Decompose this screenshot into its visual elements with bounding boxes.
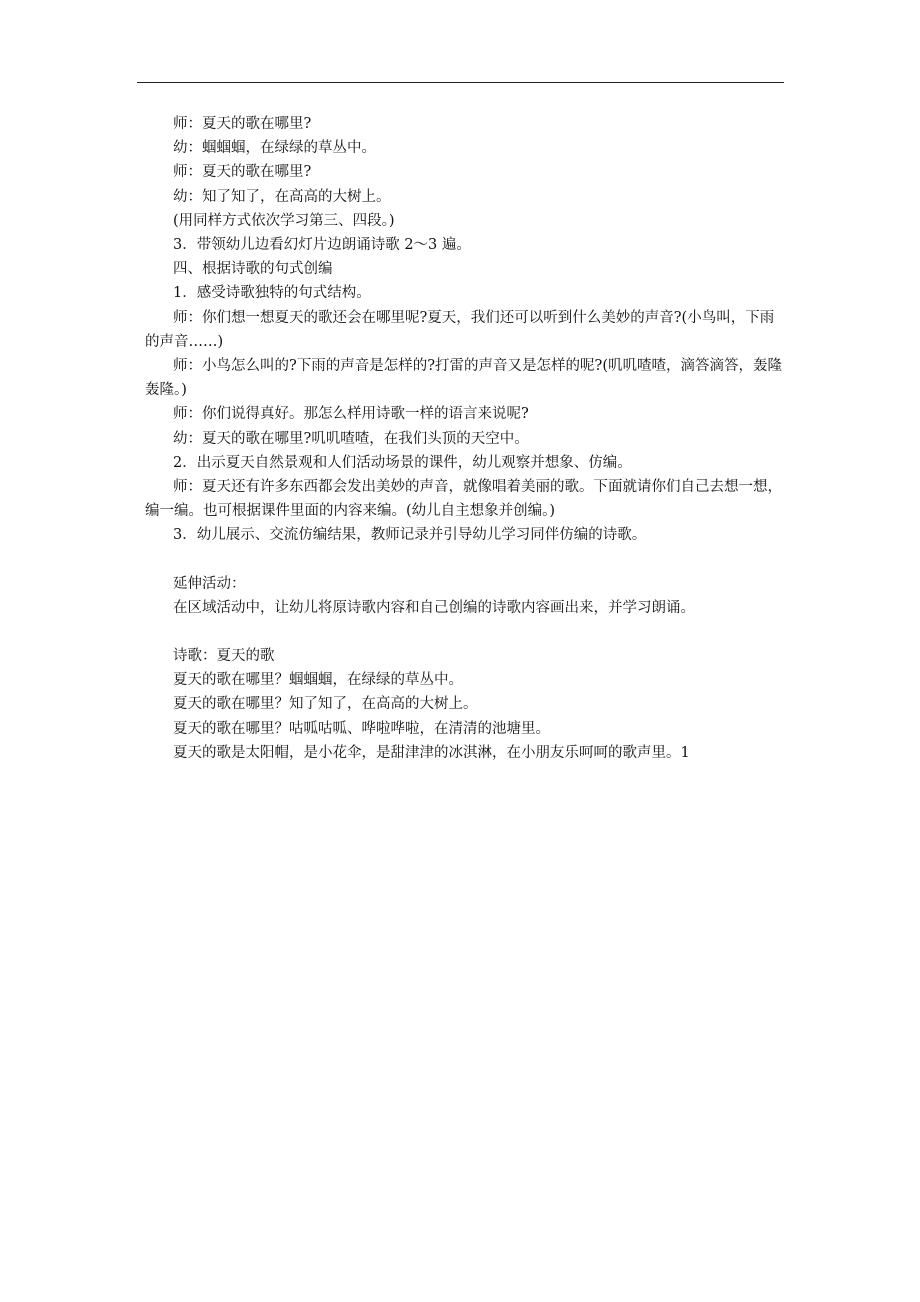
paragraph: 师：夏天的歌在哪里? (173, 116, 312, 132)
document-body (145, 112, 785, 765)
paragraph: 3．幼儿展示、交流仿编结果，教师记录并引导幼儿学习同伴仿编的诗歌。 (173, 527, 647, 544)
poem-line: 夏天的歌在哪里？蝈蝈蝈，在绿绿的草丛中。 (173, 672, 463, 689)
paragraph: 幼：蝈蝈蝈，在绿绿的草丛中。 (173, 140, 376, 157)
extension-title: 延伸活动： (173, 575, 246, 592)
poem-line: 夏天的歌在哪里？知了知了，在高高的大树上。 (173, 696, 478, 713)
poem-line: 夏天的歌在哪里？咕呱咕呱、哗啦哗啦，在清清的池塘里。 (173, 720, 550, 737)
spacer (145, 620, 785, 644)
spacer (145, 548, 785, 572)
paragraph: 师：你们想一想夏天的歌还会在哪里呢?夏天，我们还可以听到什么美妙的声音?(小鸟叫，下雨的声音……) (145, 309, 775, 350)
paragraph: (用同样方式依次学习第三、四段。) (173, 212, 395, 229)
paragraph: 幼：知了知了，在高高的大树上。 (173, 188, 391, 205)
paragraph: 师：夏天的歌在哪里? (173, 164, 312, 181)
paragraph: 1．感受诗歌独特的句式结构。 (173, 285, 371, 302)
paragraph: 师：夏天还有许多东西都会发出美妙的声音，就像唱着美丽的歌。下面就请你们自己去想一想，编一编。也可根据课件里面的内容来编。(幼儿自主想象并创编。) (145, 479, 782, 520)
poem-title: 诗歌：夏天的歌 (173, 648, 275, 665)
paragraph: 2．出示夏天自然景观和人们活动场景的课件，幼儿观察并想象、仿编。 (173, 454, 632, 471)
section-heading: 四、根据诗歌的句式创编 (173, 261, 333, 278)
paragraph: 师：你们说得真好。那怎么样用诗歌一样的语言来说呢? (173, 406, 529, 423)
paragraph: 3．带领幼儿边看幻灯片边朗诵诗歌 2～3 遍。 (173, 237, 471, 254)
paragraph: 师：小鸟怎么叫的?下雨的声音是怎样的?打雷的声音又是怎样的呢?(叽叽喳喳，滴答滴答，轰隆轰隆。) (145, 358, 782, 399)
poem-line: 夏天的歌是太阳帽，是小花伞，是甜津津的冰淇淋，在小朋友乐呵呵的歌声里。1 (173, 744, 690, 761)
paragraph: 幼：夏天的歌在哪里?叽叽喳喳，在我们头顶的天空中。 (173, 430, 529, 447)
header-rule (137, 82, 784, 83)
extension-text: 在区域活动中，让幼儿将原诗歌内容和自己创编的诗歌内容画出来，并学习朗诵。 (173, 599, 695, 616)
